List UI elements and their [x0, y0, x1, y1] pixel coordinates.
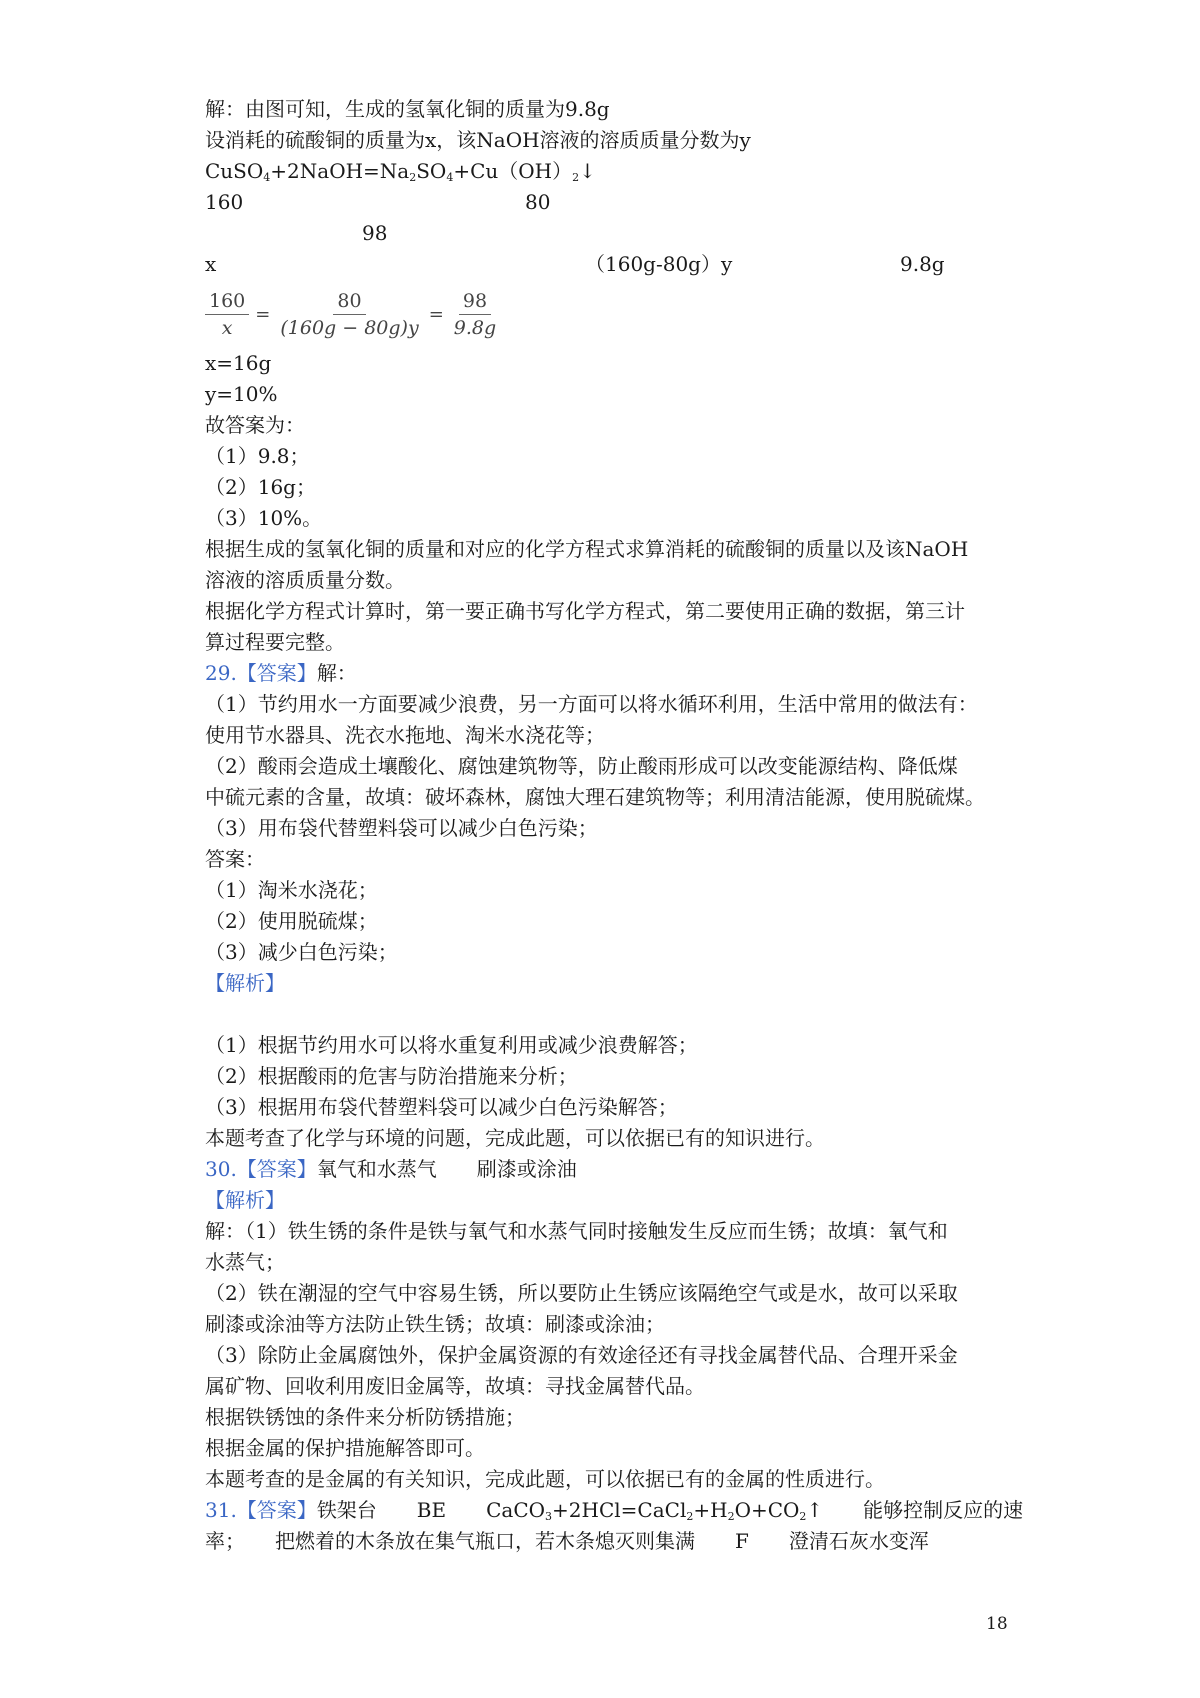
- text-line: 水蒸气；: [205, 1250, 285, 1274]
- numerator: 98: [459, 289, 491, 315]
- text-line: 本题考查的是金属的有关知识，完成此题，可以依据已有的金属的性质进行。: [205, 1467, 885, 1491]
- fraction: [276, 289, 422, 340]
- text-line: 解：由图可知，生成的氢氧化铜的质量为9.8g: [205, 97, 610, 121]
- subscript: 2: [727, 1510, 735, 1523]
- text-line: 率； 把燃着的木条放在集气瓶口，若木条熄灭则集满 F 澄清石灰水变浑: [205, 1529, 929, 1553]
- text-line: （2）根据酸雨的危害与防治措施来分析；: [205, 1064, 578, 1088]
- text-line: （2）16g；: [205, 475, 316, 499]
- text-line: y=10%: [205, 382, 278, 406]
- subscript: 3: [545, 1510, 553, 1523]
- subscript: 2: [799, 1510, 807, 1523]
- answer-text: +H: [693, 1498, 728, 1522]
- answer-text: O+CO: [734, 1498, 800, 1522]
- text-line: 中硫元素的含量，故填：破坏森林，腐蚀大理石建筑物等；利用清洁能源，使用脱硫煤。: [205, 785, 985, 809]
- text-line: 刷漆或涂油等方法防止铁生锈；故填：刷漆或涂油；: [205, 1312, 665, 1336]
- subscript: 4: [263, 171, 271, 184]
- answer-heading-29: [205, 658, 1015, 689]
- ratio-row-2: [205, 218, 1015, 249]
- blank-line: [205, 999, 1015, 1030]
- text-line: （2）铁在潮湿的空气中容易生锈，所以要防止生锈应该隔绝空气或是水，故可以采取: [205, 1281, 958, 1305]
- answer-text: 解：: [316, 661, 357, 685]
- text-line: 根据金属的保护措施解答即可。: [205, 1436, 485, 1460]
- answer-text: 氧气和水蒸气 刷漆或涂油: [316, 1157, 577, 1181]
- text-line: 溶液的溶质质量分数。: [205, 568, 405, 592]
- text-line: 答案：: [205, 847, 265, 871]
- chemical-equation: [205, 156, 1015, 187]
- text-line: （3）根据用布袋代替塑料袋可以减少白色污染解答；: [205, 1095, 678, 1119]
- text-line: 算过程要完整。: [205, 630, 345, 654]
- equals-sign: =: [255, 303, 271, 325]
- ratio-value: （160g-80g）y: [585, 252, 733, 276]
- text-line: （1）9.8；: [205, 444, 310, 468]
- text-line: 故答案为：: [205, 413, 305, 437]
- answer-text: +2HCl=CaCl: [552, 1498, 687, 1522]
- text-line: 根据化学方程式计算时，第一要正确书写化学方程式，第二要使用正确的数据，第三计: [205, 599, 965, 623]
- text-line: （1）根据节约用水可以将水重复利用或减少浪费解答；: [205, 1033, 698, 1057]
- precipitate-arrow: ↓: [579, 159, 596, 183]
- answer-text: ↑ 能够控制反应的速: [806, 1498, 1024, 1522]
- text-line: 本题考查了化学与环境的问题，完成此题，可以依据已有的知识进行。: [205, 1126, 825, 1150]
- text-line: 属矿物、回收利用废旧金属等，故填：寻找金属替代品。: [205, 1374, 705, 1398]
- answer-label: 31.【答案】: [205, 1498, 317, 1522]
- page-content: [205, 94, 1024, 1557]
- numerator: 160: [205, 289, 249, 315]
- text-line: 根据铁锈蚀的条件来分析防锈措施；: [205, 1405, 525, 1429]
- ratio-row-3: [205, 249, 1015, 280]
- text-line: （2）使用脱硫煤；: [205, 909, 378, 933]
- text-line: 使用节水器具、洗衣水拖地、淘米水浇花等；: [205, 723, 605, 747]
- answer-text: 铁架台 BE CaCO: [316, 1498, 546, 1522]
- equation-part: CuSO: [205, 159, 264, 183]
- analysis-label: 【解析】: [205, 971, 285, 995]
- denominator: 9.8g: [453, 316, 497, 339]
- text-line: （3）除防止金属腐蚀外，保护金属资源的有效途径还有寻找金属替代品、合理开采金: [205, 1343, 958, 1367]
- text-line: （1）节约用水一方面要减少浪费，另一方面可以将水循环利用，生活中常用的做法有：: [205, 692, 978, 716]
- text-line: （1）淘米水浇花；: [205, 878, 378, 902]
- text-line: （3）用布袋代替塑料袋可以减少白色污染；: [205, 816, 598, 840]
- analysis-label: 【解析】: [205, 1188, 285, 1212]
- text-line: 设消耗的硫酸铜的质量为x，该NaOH溶液的溶质质量分数为y: [205, 128, 751, 152]
- numerator: 80: [333, 289, 365, 315]
- ratio-value: 80: [525, 190, 551, 214]
- ratio-value: 160: [205, 190, 244, 214]
- text-line: 解：（1）铁生锈的条件是铁与氧气和水蒸气同时接触发生反应而生锈；故填：氧气和: [205, 1219, 948, 1243]
- equation-part: +Cu（OH）: [453, 159, 573, 183]
- answer-heading-30: [205, 1154, 1015, 1185]
- equation-part: +2NaOH=Na: [270, 159, 410, 183]
- fraction: [205, 289, 249, 340]
- denominator: (160g − 80g)y: [280, 316, 419, 339]
- equation-part: SO: [416, 159, 447, 183]
- text-line: （3）10%。: [205, 506, 323, 530]
- text-line: （3）减少白色污染；: [205, 940, 398, 964]
- subscript: 2: [686, 1510, 694, 1523]
- text-line: （2）酸雨会造成土壤酸化、腐蚀建筑物等，防止酸雨形成可以改变能源结构、降低煤: [205, 754, 958, 778]
- ratio-value: 9.8g: [900, 252, 945, 276]
- answer-heading-31: [205, 1495, 1024, 1526]
- denominator: x: [221, 316, 233, 339]
- answer-label: 29.【答案】: [205, 661, 317, 685]
- text-line: 根据生成的氢氧化铜的质量和对应的化学方程式求算消耗的硫酸铜的质量以及该NaOH: [205, 537, 969, 561]
- text-line: x=16g: [205, 351, 272, 375]
- subscript: 2: [572, 171, 580, 184]
- subscript: 2: [409, 171, 417, 184]
- equals-sign: =: [428, 303, 444, 325]
- answer-label: 30.【答案】: [205, 1157, 317, 1181]
- ratio-value: x: [205, 252, 217, 276]
- fraction: [450, 289, 500, 340]
- page-number: 18: [986, 1614, 1008, 1634]
- proportion-formula: [205, 282, 1015, 346]
- ratio-row-1: [205, 187, 1015, 218]
- subscript: 4: [446, 171, 454, 184]
- ratio-value: 98: [362, 221, 388, 245]
